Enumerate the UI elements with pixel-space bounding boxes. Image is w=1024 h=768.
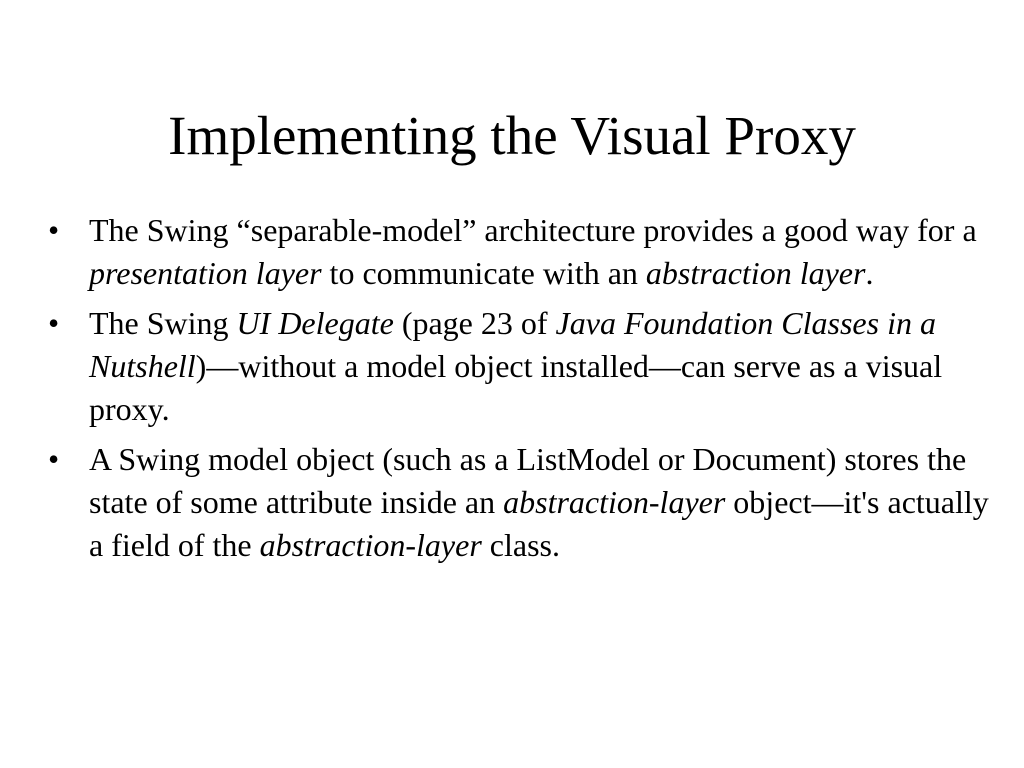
text-segment: (page 23 of — [393, 305, 556, 341]
italic-term: abstraction-layer — [503, 484, 726, 520]
italic-term: abstraction layer — [645, 255, 866, 291]
text-segment: )—without a model object installed—can serve as a visual proxy. — [89, 348, 943, 427]
text-segment: A Swing model object (such as a ListModel or Document) stores the state of some attribute inside an — [89, 441, 967, 520]
bullet-text — [89, 305, 942, 427]
text-segment: object—it's actually a field of the — [89, 484, 989, 563]
text-segment: The Swing “separable-model” architecture provides a good way for a — [89, 212, 977, 248]
bullet-dot: • — [48, 441, 60, 477]
bullet-list — [0, 209, 1024, 574]
text-segment: class. — [481, 527, 560, 563]
slide-title: Implementing the Visual Proxy — [168, 105, 856, 166]
bullet-item — [0, 438, 1024, 567]
bullet-dot: • — [48, 212, 60, 248]
italic-term: presentation layer — [89, 255, 322, 291]
book-title: Java Foundation Classes in a Nutshell — [89, 305, 936, 384]
bullet-item — [0, 209, 1024, 295]
italic-term: abstraction-layer — [259, 527, 482, 563]
bullet-dot: • — [48, 305, 60, 341]
bullet-item — [0, 302, 1024, 431]
bullet-text — [89, 441, 989, 563]
text-segment: The Swing — [89, 305, 237, 341]
text-segment: . — [865, 255, 874, 291]
bullet-text — [89, 212, 977, 291]
italic-term: UI Delegate — [236, 305, 394, 341]
text-segment: to communicate with an — [321, 255, 646, 291]
